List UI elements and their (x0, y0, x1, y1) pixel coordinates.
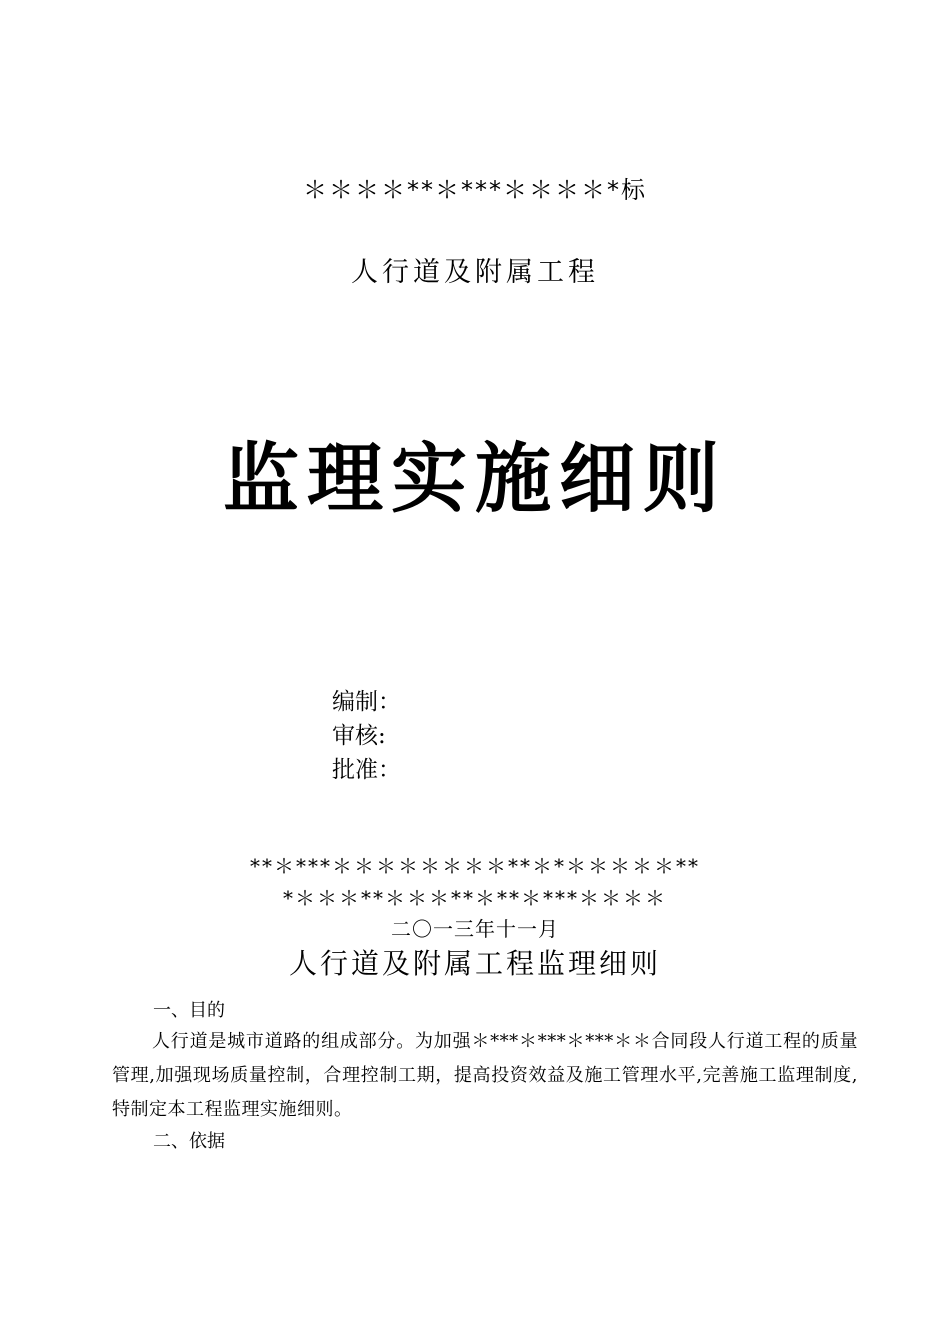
reviewed-by-label: 审核: (332, 723, 386, 749)
document-date: 二〇一三年十一月 (391, 917, 559, 941)
section-1-paragraph: 人行道是城市道路的组成部分。为加强＊***＊***＊***＊＊合同段人行道工程的质量管理,加强现场质量控制，合理控制工期，提高投资效益及施工管理水平,完善施工监理制度,特制定本工程监理实施细则。 (112, 1031, 858, 1120)
main-title: 监理实施细则 (223, 434, 727, 523)
approved-by-label: 批准： (332, 757, 401, 783)
section-label: ＊＊＊＊**＊***＊＊＊＊*标 (303, 176, 647, 204)
section-1-title: 一、目的 (153, 1000, 225, 1021)
organization-line-1: **＊***＊＊＊＊＊＊＊＊**＊*＊＊＊＊＊** (250, 854, 700, 878)
organization-line-2: *＊＊＊**＊＊＊**＊**＊***＊＊＊＊ (283, 886, 667, 910)
section-2-title: 二、依据 (153, 1131, 225, 1152)
document-heading: 人行道及附属工程监理细则 (288, 947, 661, 980)
project-name: 人行道及附属工程 (351, 257, 599, 288)
prepared-by-label: 编制： (332, 689, 401, 715)
